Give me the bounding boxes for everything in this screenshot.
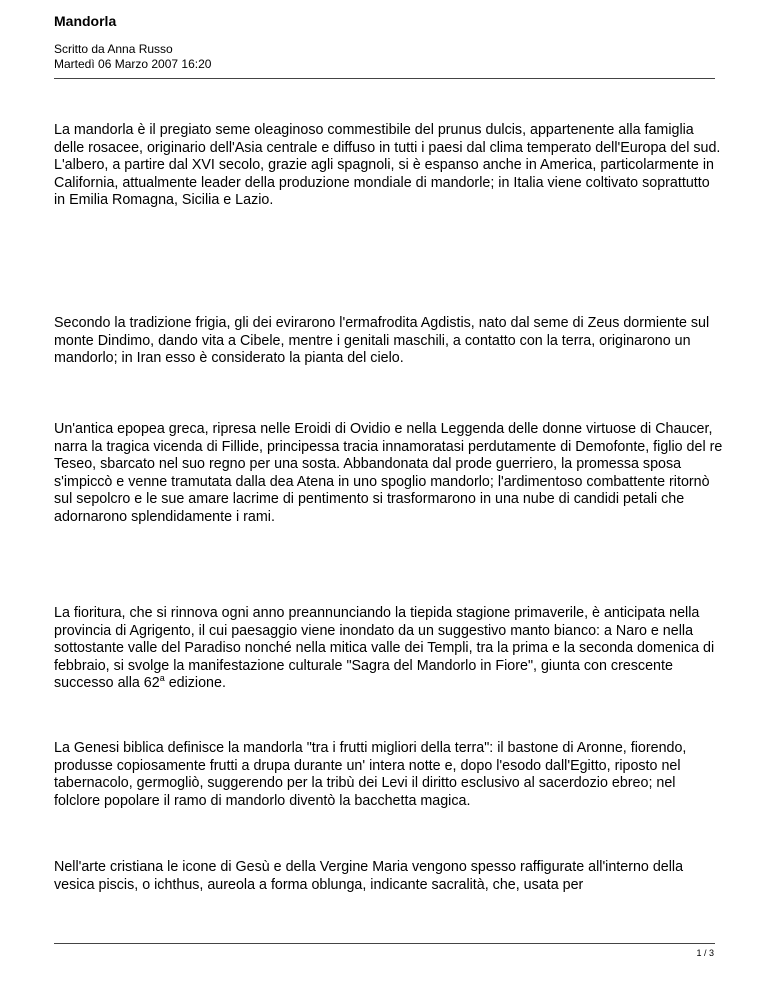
paragraph-5: La Genesi biblica definisce la mandorla "tra i frutti migliori della terra": il bastone di Aronne, fiorendo, produsse copiosamente frutti a drupa durante un' intera notte e, dopo l'esodo dall'Egitto, riposto nel tabernacolo, germogliò, suggerendo per la tribù dei Levi il diritto esclusivo al sacerdozio ebreo; nel folclore popolare il ramo di mandorlo diventò la bacchetta magica. <box>54 740 687 809</box>
page-number: 1 / 3 <box>696 948 714 958</box>
article-body <box>54 122 724 893</box>
paragraph-1: La mandorla è il pregiato seme oleaginoso commestibile del prunus dulcis, appartenente alla famiglia delle rosacee, originario dell'Asia centrale e diffuso in tutti i paesi dal clima temperato dell'Europa del sud. L'albero, a partire dal XVI secolo, grazie agli spagnoli, si è espanso anche in America, particolarmente in California, attualmente leader della produzione mondiale di mandorle; in Italia viene coltivato soprattutto in Emilia Romagna, Sicilia e Lazio. <box>54 122 721 209</box>
header-divider <box>54 78 715 79</box>
author-line: Scritto da Anna Russo <box>54 42 173 56</box>
paragraph-4-text: La fioritura, che si rinnova ogni anno preannunciando la tiepida stagione primaverile, è anticipata nella provincia di Agrigento, il cui paesaggio viene inondato da un suggestivo manto bianco: a Naro e nella sottostante valle del Paradiso nonché nella mitica valle dei Templi, tra la prima e la seconda domenica di febbraio, si svolge la manifestazione culturale "Sagra del Mandorlo in Fiore", giunta con crescente successo alla 62 <box>54 605 715 692</box>
document-meta <box>54 42 714 72</box>
paragraph-2: Secondo la tradizione frigia, gli dei evirarono l'ermafrodita Agdistis, nato dal seme di Zeus dormiente sul monte Dindimo, dando vita a Cibele, mentre i genitali maschili, a contatto con la terra, originarono un mandorlo; in Iran esso è considerato la pianta del cielo. <box>54 315 710 367</box>
paragraph-3: Un'antica epopea greca, ripresa nelle Eroidi di Ovidio e nella Leggenda delle donne virtuose di Chaucer, narra la tragica vicenda di Fillide, principessa tracia innamoratasi perdutamente di Demofonte, figlio del re Teseo, sbarcato nel suo regno per una sosta. Abbandonata dal prode guerriero, la promessa sposa s'impiccò e venne tramutata dalla dea Atena in uno spoglio mandorlo; l'ardimentoso combattente ritornò sul sepolcro e le sue amare lacrime di pentimento si trasformarono in una nube di candidi petali che adornarono splendidamente i rami. <box>54 421 723 525</box>
document-header <box>54 12 714 72</box>
date-line: Martedì 06 Marzo 2007 16:20 <box>54 57 212 71</box>
document-title: Mandorla <box>54 13 117 29</box>
paragraph-4-tail: edizione. <box>164 675 226 692</box>
footer-divider <box>54 943 715 944</box>
paragraph-6: Nell'arte cristiana le icone di Gesù e della Vergine Maria vengono spesso raffigurate all'interno della vesica piscis, o ichthus, aureola a forma oblunga, indicante sacralità, che, usata per <box>54 859 684 893</box>
ordinal-superscript: a <box>159 673 165 684</box>
paragraph-4 <box>54 605 724 693</box>
